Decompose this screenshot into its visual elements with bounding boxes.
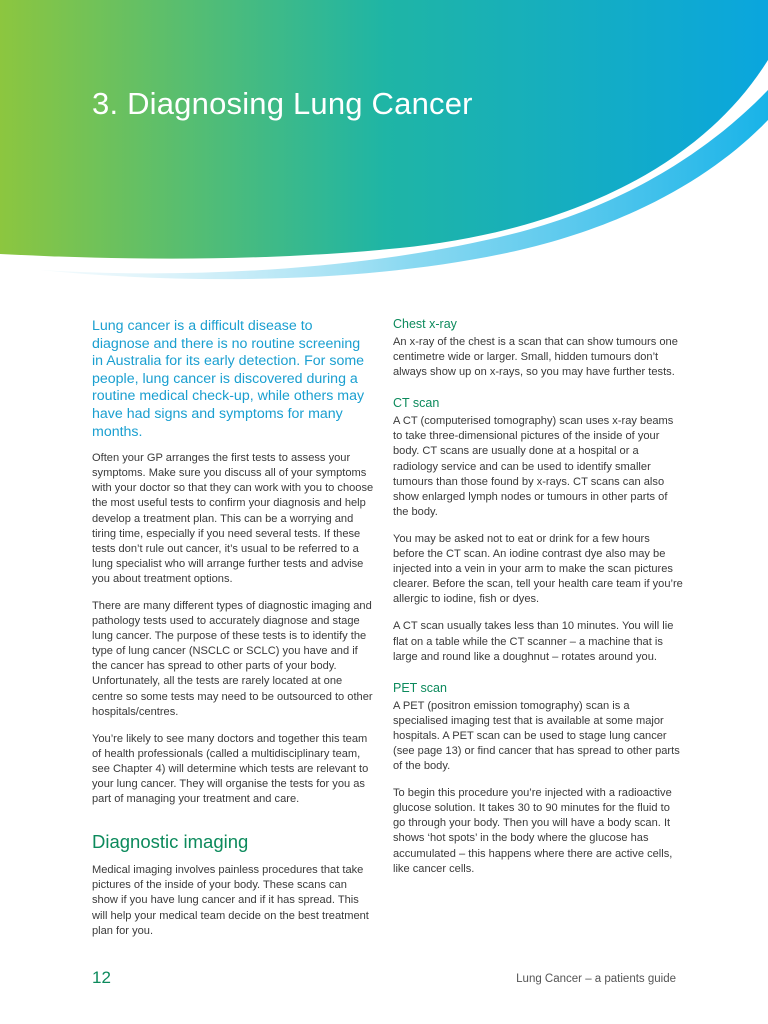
body-paragraph: Often your GP arranges the first tests to assess your symptoms. Make sure you discuss all of your symptoms with your doctor so that they can work with you to choose the most useful tests to confirm your diagnosis and help develop a treatment plan. This can be a worrying and tiring time, especially if you need several tests. If these tests don’t rule out cancer, it’s usual to be referred to a lung specialist who will arrange further tests and advise you about treatment options.	[92, 452, 374, 585]
left-column	[92, 318, 374, 951]
right-column	[393, 317, 683, 889]
body-paragraph: You’re likely to see many doctors and together this team of health professionals (called a multidisciplinary team, see Chapter 4) will determine which tests are relevant to your lung cancer. They will organise the tests for you as part of managing your treatment and care.	[92, 732, 369, 806]
publication-title: Lung Cancer – a patients guide	[516, 973, 676, 985]
page-number: 12	[92, 968, 111, 987]
body-paragraph: A PET (positron emission tomography) scan is a specialised imaging test that is available at some major hospitals. A PET scan can be used to stage lung cancer (see page 13) or find cancer that has spread to other parts of the body.	[393, 699, 680, 773]
page-title: 3. Diagnosing Lung Cancer	[92, 86, 473, 121]
subheading-pet-scan: PET scan	[393, 680, 447, 695]
section-heading-diagnostic-imaging: Diagnostic imaging	[92, 831, 249, 853]
subheading-chest-xray: Chest x-ray	[393, 317, 457, 331]
intro-paragraph: Lung cancer is a difficult disease to diagnose and there is no routine screening in Australia for its early detection. For some people, lung cancer is discovered during a routine medical check-up, while others may have had signs and symptoms for many months.	[92, 318, 365, 440]
subheading-ct-scan: CT scan	[393, 396, 440, 411]
body-paragraph: You may be asked not to eat or drink for a few hours before the CT scan. An iodine contrast dye also may be injected into a vein in your arm to make the scan pictures clearer. Before the scan, tell your health care team if you’re allergic to iodine, fish or dyes.	[393, 532, 683, 606]
body-paragraph: Medical imaging involves painless procedures that take pictures of the inside of your body. These scans can show if you have lung cancer and if it has spread. This will help your medical team decide on the best treatment plan for you.	[92, 864, 369, 937]
body-paragraph: A CT scan usually takes less than 10 minutes. You will lie flat on a table while the CT scanner – a machine that is large and round like a doughnut – rotates around you.	[393, 620, 674, 663]
body-paragraph: There are many different types of diagnostic imaging and pathology tests used to accurately diagnose and stage lung cancer. The purpose of these tests is to identify the type of lung cancer (NSCLC or SCLC) you have and if the cancer has spread to other parts of your body. Unfortunately, all the tests are rarely located at one centre so some tests may need to be outsourced to other hospitals/centres.	[92, 600, 373, 718]
body-paragraph: To begin this procedure you’re injected with a radioactive glucose solution. It takes 30 to 90 minutes for the fluid to go through your body. Then you will have a body scan. It shows ‘hot spots’ in the body where the glucose has accumulated – this happens where there are active cells, like cancer cells.	[393, 787, 673, 875]
header-banner	[0, 0, 768, 300]
body-paragraph: A CT (computerised tomography) scan uses x-ray beams to take three-dimensional pictures of the inside of your body. CT scans are usually done at a hospital or a radiology service and can be used to identify smaller tumours than those found by x-rays. CT scans can also show enlarged lymph nodes or tumours in other parts of the body.	[393, 415, 674, 518]
body-paragraph: An x-ray of the chest is a scan that can show tumours one centimetre wide or larger. Small, hidden tumours don’t always show up on x-rays, so you may have further tests.	[393, 336, 678, 379]
